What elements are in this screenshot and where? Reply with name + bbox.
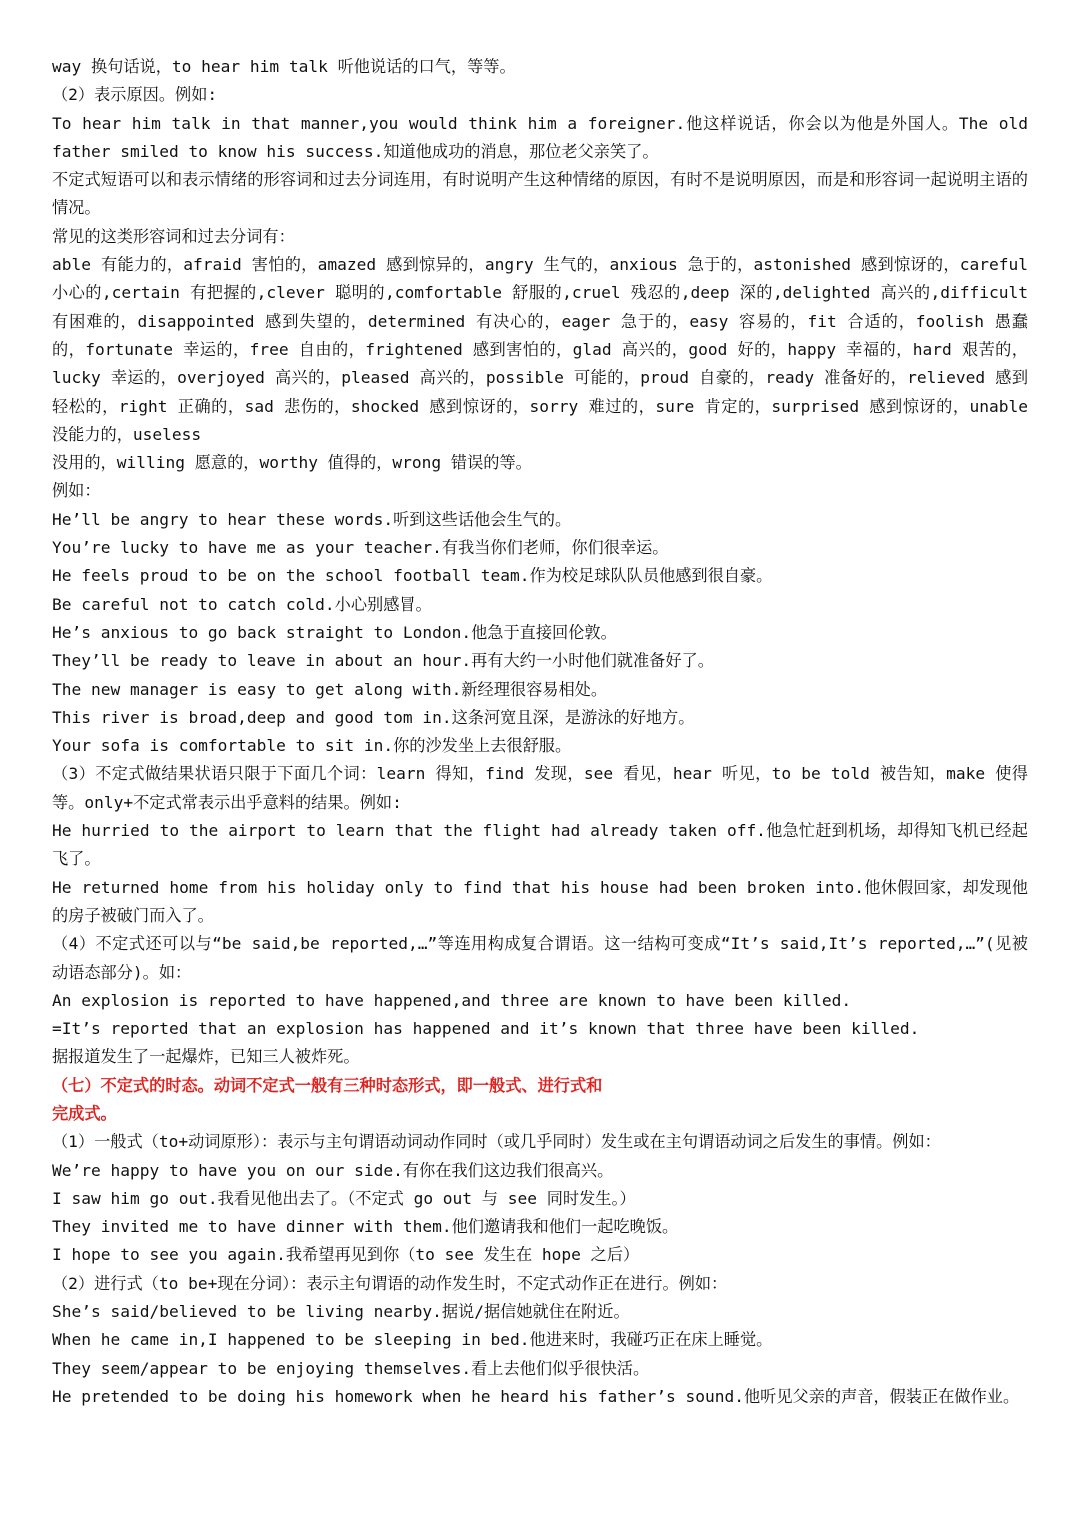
paragraph: To hear him talk in that manner,you would think him a foreigner.他这样说话，你会以为他是外国人。The old father smiled to know his success.知道他成功的消息，那位老父亲笑了。 [52,113,1028,161]
example-sentence: =It’s reported that an explosion has happened and it’s known that three have been killed. [52,1019,920,1039]
example-sentence: She’s said/believed to be living nearby.据说/据信她就住在附近。 [52,1302,630,1322]
section-heading: （七）不定式的时态。动词不定式一般有三种时态形式，即一般式、进行式和 [52,1075,603,1095]
paragraph: （2）进行式（to be+现在分词）：表示主句谓语的动作发生时，不定式动作正在进行。例如： [52,1273,728,1293]
example-sentence: He pretended to be doing his homework when he heard his father’s sound.他听见父亲的声音，假装正在做作业。 [52,1386,1020,1406]
example-sentence: The new manager is easy to get along with.新经理很容易相处。 [52,679,608,699]
paragraph: （3）不定式做结果状语只限于下面几个词：learn 得知，find 发现，see 看见，hear 听见，to be told 被告知，make 使得等。only+不定式常表示出乎意料的结果。例如: [52,764,1028,812]
paragraph: 不定式短语可以和表示情绪的形容词和过去分词连用，有时说明产生这种情绪的原因，有时不是说明原因，而是和形容词一起说明主语的情况。 [52,170,1028,218]
example-sentence: You’re lucky to have me as your teacher.有我当你们老师，你们很幸运。 [52,538,669,558]
paragraph: （1）一般式（to+动词原形）：表示与主句谓语动词动作同时（或几乎同时）发生或在主句谓语动词之后发生的事情。例如： [52,1132,941,1152]
example-sentence: I hope to see you again.我希望再见到你（to see 发生在 hope 之后） [52,1245,640,1265]
paragraph: （4）不定式还可以与“be said,be reported,…”等连用构成复合谓语。这一结构可变成“It’s said,It’s reported,…”(见被动语态部分)。如： [52,934,1028,982]
example-sentence: 据报道发生了一起爆炸，已知三人被炸死。 [52,1047,360,1067]
example-sentence: We’re happy to have you on our side.有你在我们这边我们很高兴。 [52,1160,614,1180]
example-sentence: I saw him go out.我看见他出去了。（不定式 go out 与 see 同时发生。） [52,1188,636,1208]
example-sentence: An explosion is reported to have happened,and three are known to have been killed. [52,990,852,1010]
section-heading-continued: 完成式。 [52,1103,117,1123]
example-sentence: He feels proud to be on the school football team.作为校足球队队员他感到很自豪。 [52,566,773,586]
paragraph: 没用的，willing 愿意的，worthy 值得的，wrong 错误的等。 [52,453,532,473]
example-sentence: He returned home from his holiday only to find that his house had been broken into.他休假回家，却发现他的房子被破门而入了。 [52,877,1028,925]
example-sentence: He’ll be angry to hear these words.听到这些话他会生气的。 [52,509,572,529]
example-sentence: They invited me to have dinner with them.他们邀请我和他们一起吃晚饭。 [52,1217,679,1237]
example-sentence: Be careful not to catch cold.小心别感冒。 [52,594,432,614]
example-sentence: Your sofa is comfortable to sit in.你的沙发坐上去很舒服。 [52,736,572,756]
example-sentence: He’s anxious to go back straight to London.他急于直接回伦敦。 [52,622,617,642]
paragraph: 常见的这类形容词和过去分词有： [52,226,295,246]
paragraph: 例如： [52,481,101,501]
paragraph: way 换句话说，to hear him talk 听他说话的口气，等等。 [52,57,516,76]
adjective-list: able 有能力的，afraid 害怕的，amazed 感到惊异的，angry 生气的，anxious 急于的，astonished 感到惊讶的，careful 小心的,certain 有把握的,clever 聪明的,comfortable 舒服的,cruel 残忍的,deep 深的,delighted 高兴的,difficult 有困难的，disappointed 感到失望的，determined 有决心的，eager 急于的，easy 容易的，fit 合适的，foolish 愚蠢的，fortunate 幸运的，free 自由的，frightened 感到害怕的，glad 高兴的，good 好的，happy 幸福的，hard 艰苦的，lucky 幸运的，overjoyed 高兴的，pleased 高兴的，possible 可能的，proud 自豪的，ready 准备好的，relieved 感到轻松的，right 正确的，sad 悲伤的，shocked 感到惊讶的，sorry 难过的，sure 肯定的，surprised 感到惊讶的，unable 没能力的，useless [52,255,1028,444]
example-sentence: He hurried to the airport to learn that the flight had already taken off.他急忙赶到机场，却得知飞机已经起飞了。 [52,821,1028,869]
paragraph: （2）表示原因。例如: [52,85,218,105]
example-sentence: When he came in,I happened to be sleeping in bed.他进来时，我碰巧正在床上睡觉。 [52,1330,773,1350]
example-sentence: They seem/appear to be enjoying themselves.看上去他们似乎很快活。 [52,1358,650,1378]
example-sentence: This river is broad,deep and good tom in.这条河宽且深，是游泳的好地方。 [52,707,695,727]
example-sentence: They’ll be ready to leave in about an hour.再有大约一小时他们就准备好了。 [52,651,714,671]
